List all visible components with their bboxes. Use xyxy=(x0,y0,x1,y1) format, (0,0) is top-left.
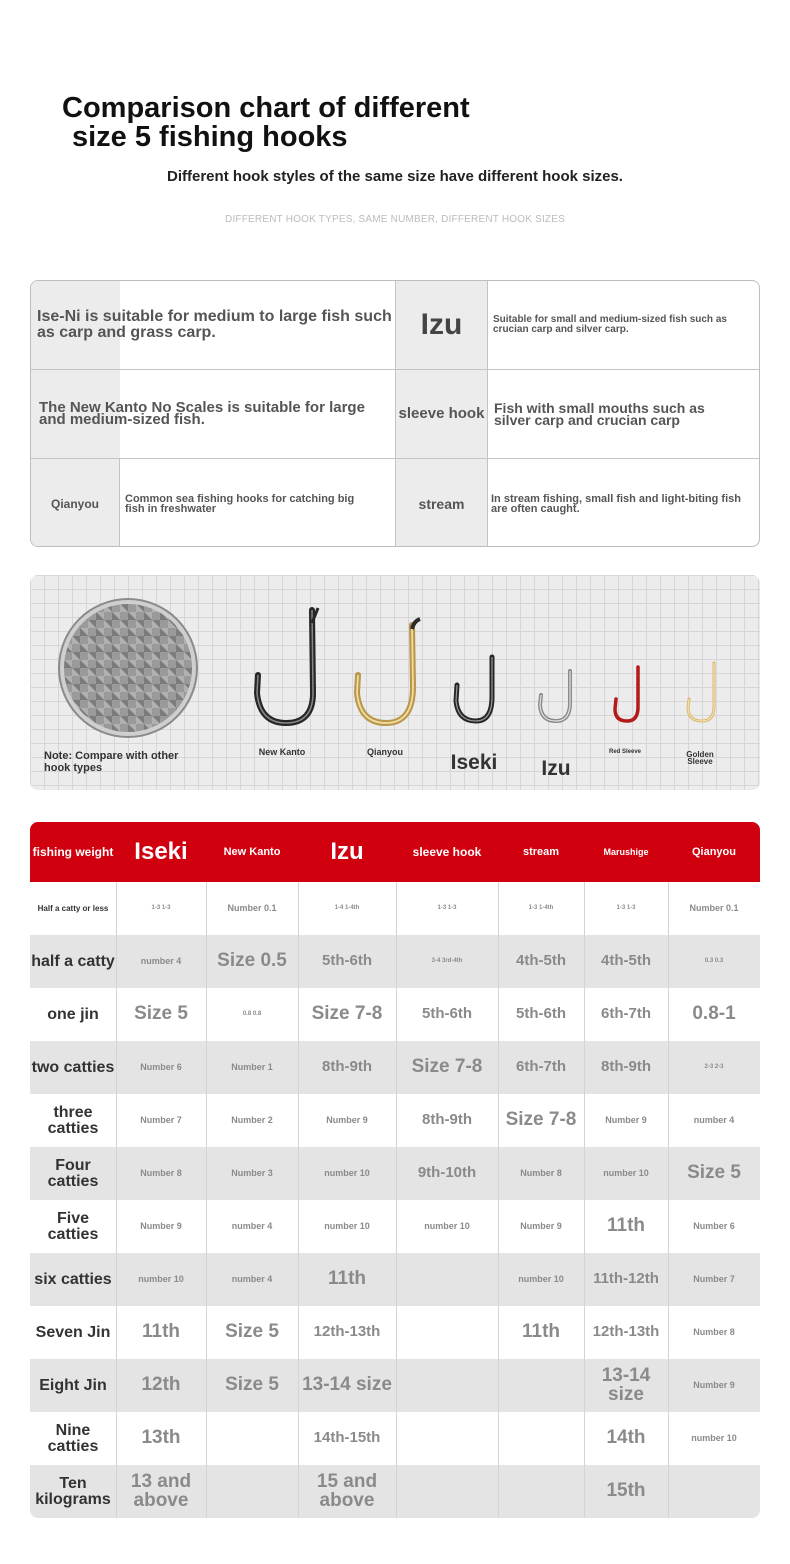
table-cell: 5th-6th xyxy=(422,1005,472,1023)
table-cell xyxy=(498,1359,584,1412)
table-cell: 13 and above xyxy=(130,1471,192,1511)
table-cell: 11th xyxy=(606,1215,646,1237)
table-cell: Number 3 xyxy=(231,1168,273,1179)
column-divider xyxy=(498,882,499,1518)
hook-label-golden-sleeve: Golden Sleeve xyxy=(686,750,714,766)
table-cell: number 4 xyxy=(140,956,182,967)
table-cell: number 10 xyxy=(138,1274,184,1285)
table-cell: number 10 xyxy=(603,1168,649,1179)
column-header: Qianyou xyxy=(691,845,736,858)
table-row xyxy=(30,1412,760,1465)
hook-illustrations xyxy=(0,575,790,790)
table-cell: 13-14 size xyxy=(302,1374,392,1396)
tagline: DIFFERENT HOOK TYPES, SAME NUMBER, DIFFERENT HOOK SIZES xyxy=(225,214,565,225)
table-cell xyxy=(396,1306,498,1359)
table-cell: Number 8 xyxy=(140,1168,182,1179)
table-cell: 5th-6th xyxy=(322,952,372,970)
column-header: New Kanto xyxy=(223,845,281,858)
table-row xyxy=(30,1200,760,1253)
title-line-2: size 5 fishing hooks xyxy=(72,121,348,153)
table-cell: 11th xyxy=(521,1321,561,1343)
izu-hook-icon xyxy=(540,671,570,721)
row-weight-label: two catties xyxy=(31,1058,115,1076)
sleeve-hook-name: sleeve hook xyxy=(396,370,488,458)
table-cell: 12th xyxy=(141,1374,181,1396)
table-cell: number 10 xyxy=(691,1433,737,1444)
table-cell xyxy=(206,1412,298,1465)
new-kanto-description: The New Kanto No Scales is suitable for large and medium-sized fish. xyxy=(31,370,396,458)
table-row xyxy=(30,882,760,935)
table-cell: Size 5 xyxy=(225,1321,279,1343)
table-cell: 4th-5th xyxy=(601,952,651,970)
table-cell xyxy=(396,1465,498,1518)
description-row xyxy=(31,459,760,547)
table-cell: 14th xyxy=(606,1427,646,1449)
hook-label-red-sleeve: Red Sleeve xyxy=(608,749,642,755)
table-cell: Number 7 xyxy=(140,1115,182,1126)
table-cell: Number 8 xyxy=(693,1327,735,1338)
table-row xyxy=(30,1094,760,1147)
column-divider xyxy=(584,882,585,1518)
column-header: Iseki xyxy=(134,838,188,865)
row-weight-label: three catties xyxy=(47,1104,99,1137)
row-weight-label: Nine catties xyxy=(47,1422,99,1455)
table-cell: Number 1 xyxy=(231,1062,273,1073)
table-cell: Number 9 xyxy=(605,1115,647,1126)
table-cell: Number 9 xyxy=(693,1380,735,1391)
table-row xyxy=(30,935,760,988)
qianyou-hook-icon xyxy=(357,619,420,723)
column-header: Marushige xyxy=(603,846,649,857)
sleeve-hook-description: Fish with small mouths such as silver carp and crucian carp xyxy=(494,400,705,428)
row-weight-label: Eight Jin xyxy=(39,1376,107,1394)
table-cell xyxy=(498,1412,584,1465)
column-divider xyxy=(298,882,299,1518)
table-cell: 12th-13th xyxy=(313,1323,381,1341)
column-header: Izu xyxy=(330,838,364,865)
table-cell: 1-3 1-3 xyxy=(151,904,171,911)
table-cell: 0.3 0.3 xyxy=(704,957,724,964)
iseni-description: Ise-Ni is suitable for medium to large fish such as carp and grass carp. xyxy=(31,281,396,369)
column-header: sleeve hook xyxy=(412,844,482,859)
hook-size-table xyxy=(30,822,760,1518)
description-row xyxy=(31,370,760,459)
table-cell: 8th-9th xyxy=(601,1058,651,1076)
stream-name: stream xyxy=(396,459,488,547)
table-cell: Size 5 xyxy=(687,1162,741,1184)
qianyou-name: Qianyou xyxy=(31,459,120,547)
table-cell: 1-3 1-3 xyxy=(616,904,636,911)
table-cell: 3-4 3rd-4th xyxy=(431,957,463,964)
row-weight-label: Four catties xyxy=(47,1157,99,1190)
table-cell: number 4 xyxy=(231,1274,273,1285)
table-row xyxy=(30,1359,760,1412)
table-cell: 1-4 1-4th xyxy=(334,904,360,911)
qianyou-description: Common sea fishing hooks for catching big fish in freshwater xyxy=(120,459,396,547)
iseki-hook-icon xyxy=(456,657,492,721)
table-cell: 8th-9th xyxy=(322,1058,372,1076)
table-cell: Size 7-8 xyxy=(311,1003,383,1025)
table-row xyxy=(30,1147,760,1200)
table-cell xyxy=(396,1412,498,1465)
hook-label-qianyou: Qianyou xyxy=(366,747,403,757)
table-cell xyxy=(668,1465,760,1518)
column-header: fishing weight xyxy=(32,844,114,859)
column-header: stream xyxy=(522,845,560,858)
table-row xyxy=(30,1306,760,1359)
table-cell: 14th-15th xyxy=(313,1429,381,1447)
table-cell: Number 9 xyxy=(520,1221,562,1232)
row-weight-label: one jin xyxy=(47,1005,99,1023)
table-cell xyxy=(396,1253,498,1306)
table-row xyxy=(30,1041,760,1094)
table-cell: 11th xyxy=(141,1321,181,1343)
table-cell: 1-3 1-3 xyxy=(437,904,457,911)
izu-description: Suitable for small and medium-sized fish such as crucian carp and silver carp. xyxy=(493,314,727,335)
compare-note: Note: Compare with other hook types xyxy=(44,750,179,774)
table-cell: Number 2 xyxy=(231,1115,273,1126)
table-row xyxy=(30,1465,760,1518)
table-cell: 0.8 0.8 xyxy=(242,1010,262,1017)
row-weight-label: six catties xyxy=(34,1270,112,1288)
column-divider xyxy=(206,882,207,1518)
table-cell: 2-3 2-3 xyxy=(704,1063,724,1070)
row-weight-label: Half a catty or less xyxy=(37,903,109,913)
table-cell: 5th-6th xyxy=(516,1005,566,1023)
table-cell xyxy=(498,1465,584,1518)
table-cell: Number 9 xyxy=(326,1115,368,1126)
table-cell: Number 0.1 xyxy=(689,903,739,914)
page-title xyxy=(62,94,702,152)
table-cell: Number 7 xyxy=(693,1274,735,1285)
table-cell: 15th xyxy=(606,1480,646,1502)
table-cell: 11th xyxy=(327,1268,367,1290)
column-divider xyxy=(116,882,117,1518)
hook-label-new-kanto: New Kanto xyxy=(258,747,306,757)
table-cell: Size 5 xyxy=(225,1374,279,1396)
table-cell: 1-3 1-4th xyxy=(528,904,554,911)
table-cell: number 10 xyxy=(424,1221,470,1232)
table-cell: Number 6 xyxy=(693,1221,735,1232)
table-cell: number 10 xyxy=(324,1221,370,1232)
table-cell: Number 8 xyxy=(520,1168,562,1179)
table-cell: 6th-7th xyxy=(601,1005,651,1023)
table-cell: 4th-5th xyxy=(516,952,566,970)
description-row xyxy=(31,281,760,370)
table-cell xyxy=(396,1359,498,1412)
table-cell: number 10 xyxy=(518,1274,564,1285)
table-cell: Number 6 xyxy=(140,1062,182,1073)
table-cell: Number 0.1 xyxy=(227,903,277,914)
title-line-1: Comparison chart of different xyxy=(62,92,470,124)
table-row xyxy=(30,988,760,1041)
hook-description-table xyxy=(30,280,760,547)
table-cell: number 4 xyxy=(693,1115,735,1126)
table-cell: number 10 xyxy=(324,1168,370,1179)
subtitle: Different hook styles of the same size have different hook sizes. xyxy=(167,168,623,185)
red-sleeve-hook-icon xyxy=(615,667,638,721)
table-cell: 6th-7th xyxy=(516,1058,566,1076)
row-weight-label: Ten kilograms xyxy=(35,1475,111,1508)
new-kanto-hook-icon xyxy=(257,608,318,723)
table-cell: 0.8-1 xyxy=(692,1003,736,1025)
hook-label-izu: Izu xyxy=(541,757,571,780)
table-cell: Size 7-8 xyxy=(505,1109,577,1131)
table-cell: Size 7-8 xyxy=(411,1056,483,1078)
izu-name: Izu xyxy=(396,281,488,369)
row-weight-label: Seven Jin xyxy=(35,1323,111,1341)
table-cell: Number 9 xyxy=(140,1221,182,1232)
table-row xyxy=(30,1253,760,1306)
golden-sleeve-hook-icon xyxy=(688,663,714,721)
row-weight-label: Five catties xyxy=(47,1210,99,1243)
column-divider xyxy=(668,882,669,1518)
table-cell: Size 5 xyxy=(134,1003,188,1025)
table-cell: 9th-10th xyxy=(417,1164,477,1182)
table-cell: 15 and above xyxy=(316,1471,378,1511)
table-cell: 11th-12th xyxy=(593,1270,659,1288)
table-cell: 13-14 size xyxy=(601,1365,651,1405)
table-cell: Size 0.5 xyxy=(217,950,287,972)
table-cell: 12th-13th xyxy=(592,1323,660,1341)
table-cell: 8th-9th xyxy=(422,1111,472,1129)
row-weight-label: half a catty xyxy=(31,952,115,970)
column-divider xyxy=(396,882,397,1518)
table-cell: number 4 xyxy=(231,1221,273,1232)
table-cell: 13th xyxy=(141,1427,181,1449)
stream-description: In stream fishing, small fish and light-biting fish are often caught. xyxy=(491,492,741,515)
hook-label-iseki: Iseki xyxy=(450,751,498,774)
table-cell xyxy=(206,1465,298,1518)
